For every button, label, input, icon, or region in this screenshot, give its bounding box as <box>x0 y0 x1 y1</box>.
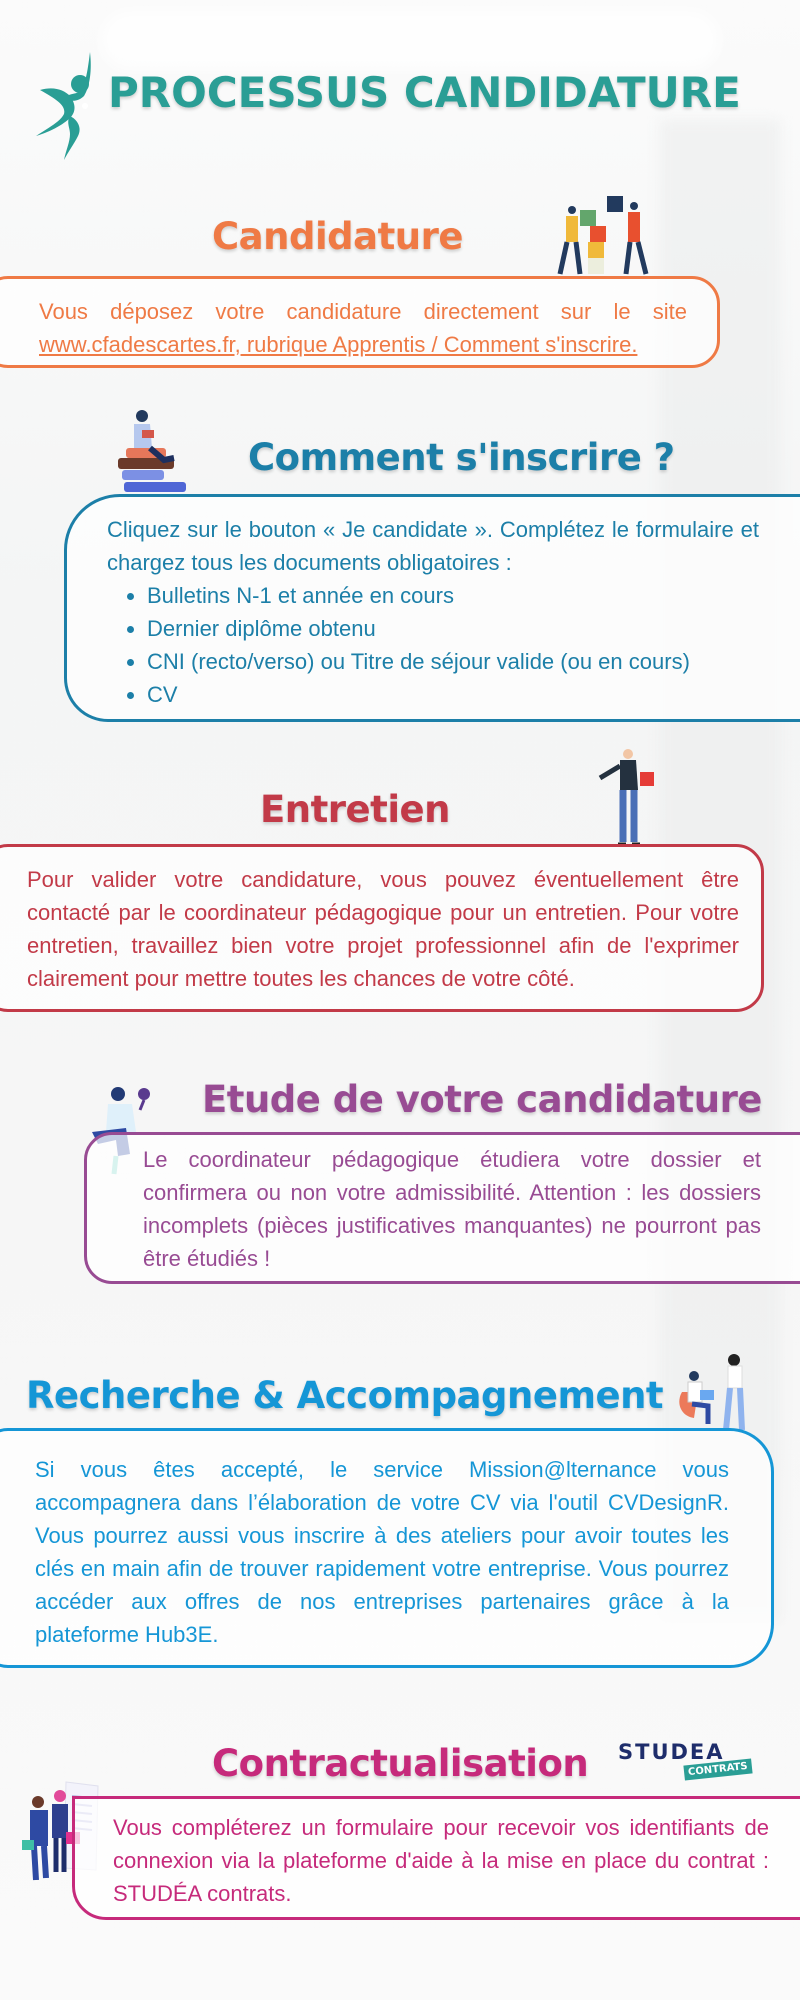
person-reading-on-books-illustration <box>116 408 196 494</box>
section-content-box <box>0 1428 774 1668</box>
section-title: Comment s'inscrire ? <box>248 436 675 479</box>
section-title: Recherche & Accompagnement <box>26 1374 664 1417</box>
section-text: Le coordinateur pédagogique étudiera votre dossier et confirmera ou non votre admissibilité. Attention : les dossiers incomplets (pièces justificatives manquantes) ne pourront pas être étudiés ! <box>143 1147 761 1271</box>
leaping-figure-logo-icon <box>30 50 96 160</box>
studea-contrats-logo <box>618 1740 748 1782</box>
section-text: Vous déposez votre candidature directement sur le site <box>39 299 687 324</box>
list-item: • Dernier diplôme obtenu <box>147 612 759 645</box>
section-title: Etude de votre candidature <box>202 1078 762 1121</box>
section-text: Pour valider votre candidature, vous pouvez éventuellement être contacté par le coordinateur pédagogique pour un entretien. Pour votre entretien, travaillez bien votre projet professionnel afin de l'exprimer clairement pour mettre toutes les chances de votre côté. <box>27 867 739 991</box>
people-stacking-blocks-illustration <box>550 194 650 278</box>
background-shape <box>100 10 720 70</box>
studea-logo-text: STUDEA <box>618 1740 725 1764</box>
man-presenting-illustration <box>596 748 668 846</box>
section-content-box <box>72 1796 800 1920</box>
page-title: PROCESSUS CANDIDATURE <box>108 68 741 117</box>
section-content-box <box>0 844 764 1012</box>
section-title: Candidature <box>212 215 463 258</box>
contrats-badge: CONTRATS <box>683 1759 752 1781</box>
list-item: • CV <box>147 678 759 711</box>
section-text: Si vous êtes accepté, le service Mission@lternance vous accompagnera dans l’élaboration de votre CV via l'outil CVDesignR. Vous pourrez aussi vous inscrire à des ateliers pour avoir toutes les clés en main afin de trouver rapidement votre entreprise. Vous pourrez accéder aux offres de nos entreprises partenaires grâce à la plateforme Hub3E. <box>35 1457 729 1647</box>
section-content-box <box>0 276 720 368</box>
people-with-laptop-illustration <box>672 1352 752 1432</box>
list-item: • Bulletins N-1 et année en cours <box>147 579 759 612</box>
list-item: • CNI (recto/verso) ou Titre de séjour valide (ou en cours) <box>147 645 759 678</box>
section-text: Vous compléterez un formulaire pour recevoir vos identifiants de connexion via la plateforme d'aide à la mise en place du contrat : STUDÉA contrats. <box>113 1815 769 1906</box>
section-content-box <box>64 494 800 722</box>
section-title: Entretien <box>260 788 450 831</box>
cfadescartes-link[interactable]: www.cfadescartes.fr, rubrique Apprentis / Comment s'inscrire. <box>39 332 638 357</box>
section-content-box <box>84 1132 800 1284</box>
section-intro-text: Cliquez sur le bouton « Je candidate ». Complétez le formulaire et chargez tous les documents obligatoires : <box>107 517 759 575</box>
required-documents-list <box>107 579 759 711</box>
section-title: Contractualisation <box>212 1742 589 1785</box>
